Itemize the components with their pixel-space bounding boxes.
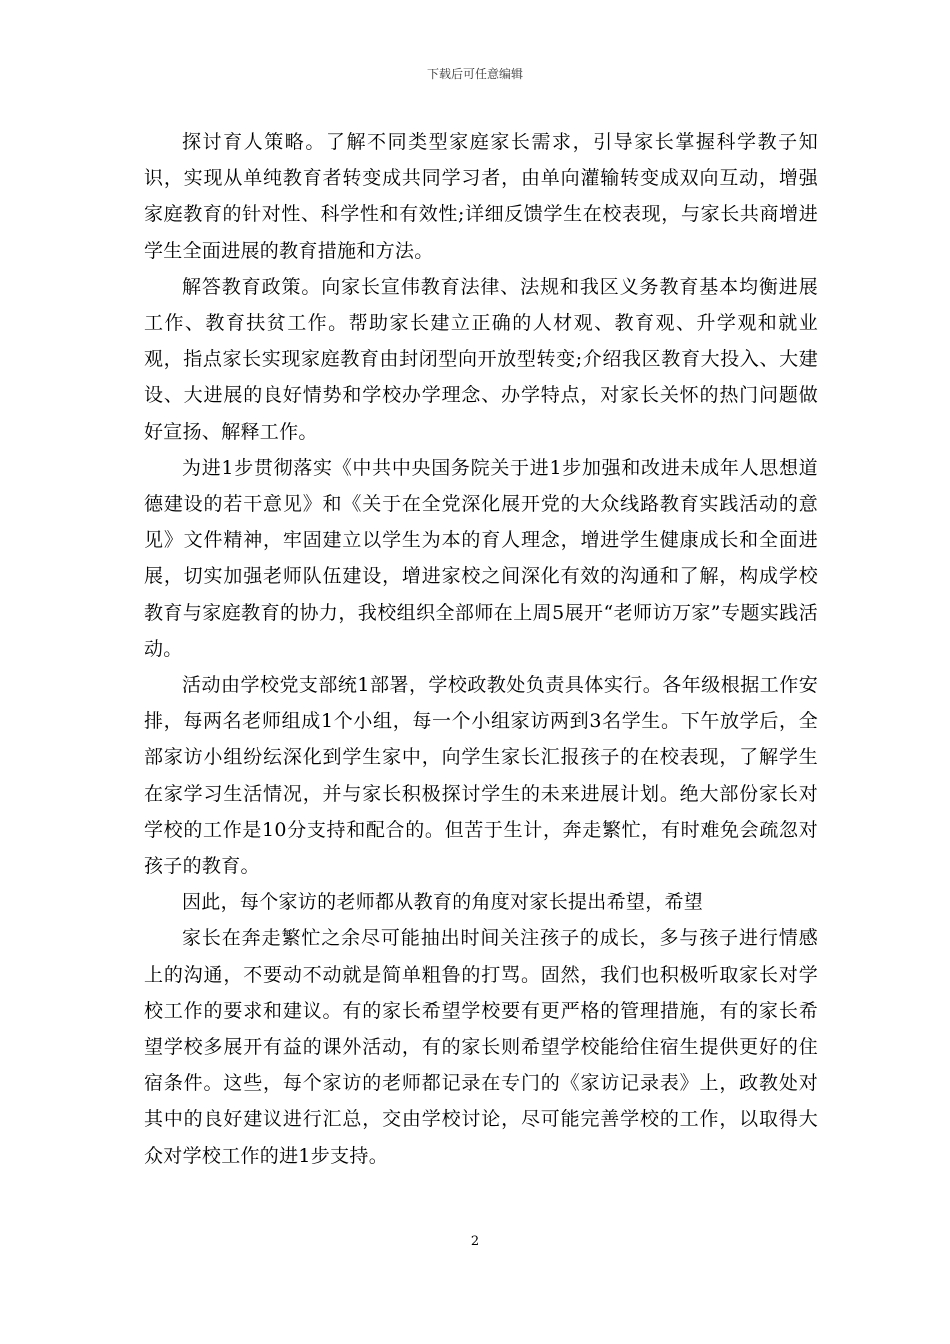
paragraph: 解答教育政策。向家长宣伟教育法律、法规和我区义务教育基本均衡进展工作、教育扶贫工作。帮助家长建立正确的人材观、教育观、升学观和就业观，指点家长实现家庭教育由封闭型向开放型转变;介绍我区教育大投入、大建设、大进展的良好情势和学校办学理念、办学特点，对家长关怀的热门问题做好宣扬、解释工作。 <box>144 275 818 443</box>
paragraph: 为进1步贯彻落实《中共中央国务院关于进1步加强和改进未成年人思想道德建设的若干意见》和《关于在全党深化展开党的大众线路教育实践活动的意见》文件精神，牢固建立以学生为本的育人理念，增进学生健康成长和全面进展，切实加强老师队伍建设，增进家校之间深化有效的沟通和了解，构成学校教育与家庭教育的协力，我校组织全部师在上周5展开“老师访万家”专题实践活动。 <box>144 456 818 660</box>
page-header: 下载后可任意编辑 <box>426 67 523 81</box>
paragraph: 家长在奔走繁忙之余尽可能抽出时间关注孩子的成长，多与孩子进行情感上的沟通，不要动不动就是简单粗鲁的打骂。固然，我们也积极听取家长对学校工作的要求和建议。有的家长希望学校要有更严格的管理措施，有的家长希望学校多展开有益的课外活动，有的家长则希望学校能给住宿生提供更好的住宿条件。这些，每个家访的老师都记录在专门的《家访记录表》上，政教处对其中的良好建议进行汇总，交由学校讨论，尽可能完善学校的工作，以取得大众对学校工作的进1步支持。 <box>144 927 818 1167</box>
paragraph: 活动由学校党支部统1部署，学校政教处负责具体实行。各年级根据工作安排，每两名老师组成1个小组，每一个小组家访两到3名学生。下午放学后，全部家访小组纷纭深化到学生家中，向学生家长汇报孩子的在校表现，了解学生在家学习生活情况，并与家长积极探讨学生的未来进展计划。绝大部份家长对学校的工作是10分支持和配合的。但苦于生计，奔走繁忙，有时难免会疏忽对孩子的教育。 <box>144 674 818 878</box>
document-body <box>144 124 818 1174</box>
paragraph: 探讨育人策略。了解不同类型家庭家长需求，引导家长掌握科学教子知识，实现从单纯教育者转变成共同学习者，由单向灌输转变成双向互动，增强家庭教育的针对性、科学性和有效性;详细反馈学生在校表现，与家长共商增进学生全面进展的教育措施和方法。 <box>144 131 818 262</box>
page-number: 2 <box>470 1234 480 1249</box>
paragraph: 因此，每个家访的老师都从教育的角度对家长提出希望，希望 <box>182 891 704 914</box>
